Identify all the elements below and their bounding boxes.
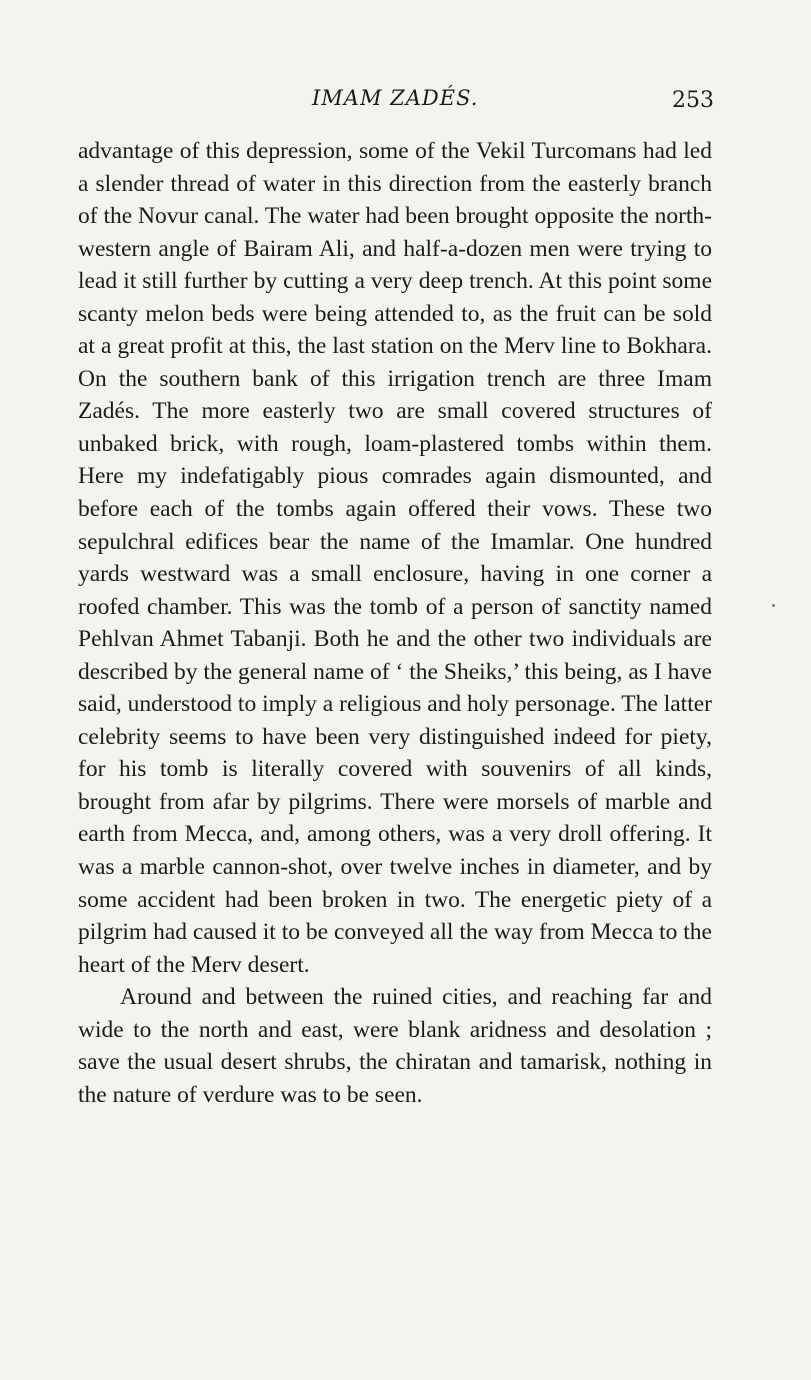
body-text xyxy=(78,135,712,1111)
running-title: IMAM ZADÉS. xyxy=(312,86,479,110)
page-speck xyxy=(772,604,775,607)
page-header xyxy=(0,86,811,118)
paragraph-1: advantage of this depression, some of the Vekil Turcomans had led a slender thread of water in this direction from the easterly branch of the Novur canal. The water had been brought opposite the north-western angle of Bairam Ali, and half-a-dozen men were trying to lead it still further by cutting a very deep trench. At this point some scanty melon beds were being attended to, as the fruit can be sold at a great profit at this, the last station on the Merv line to Bokhara. On the southern bank of this irrigation trench are three Imam Zadés. The more easterly two are small covered structures of unbaked brick, with rough, loam-plastered tombs within them. Here my indefatigably pious comrades again dismounted, and before each of the tombs again offered their vows. These two sepulchral edifices bear the name of the Imamlar. One hundred yards westward was a small enclosure, having in one corner a roofed chamber. This was the tomb of a person of sanctity named Pehlvan Ahmet Tabanji. Both he and the other two individuals are described by the general name of ‘ the Sheiks,’ this being, as I have said, understood to imply a religious and holy personage. The latter celebrity seems to have been very distinguished indeed for piety, for his tomb is literally covered with souvenirs of all kinds, brought from afar by pilgrims. There were morsels of marble and earth from Mecca, and, among others, was a very droll offering. It was a marble cannon-shot, over twelve inches in diameter, and by some accident had been broken in two. The energetic piety of a pilgrim had caused it to be conveyed all the way from Mecca to the heart of the Merv desert. xyxy=(78,138,712,978)
page-number: 253 xyxy=(672,88,714,113)
paragraph-2: Around and between the ruined cities, and reaching far and wide to the north and east, were blank aridness and desolation ; save the usual desert shrubs, the chiratan and tamarisk, nothing in the nature of verdure was to be seen. xyxy=(78,984,712,1108)
